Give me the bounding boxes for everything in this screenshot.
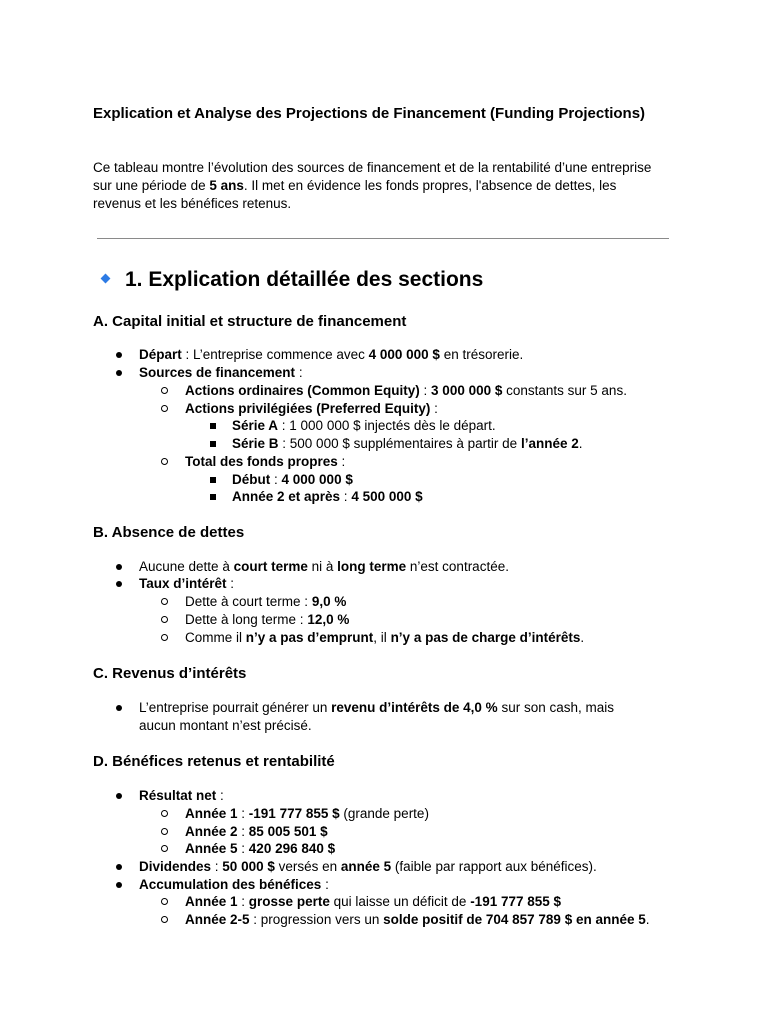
- bullet-disc-icon: [116, 699, 122, 717]
- section-d-heading: D. Bénéfices retenus et rentabilité: [93, 753, 335, 770]
- list-item-common-equity: Actions ordinaires (Common Equity) : 3 000 000 $ constants sur 5 ans.: [185, 383, 627, 398]
- list-item-annee5: Année 5 : 420 296 840 $: [185, 841, 336, 856]
- bullet-circle-icon: [161, 400, 168, 418]
- bullet-disc-icon: [116, 876, 122, 894]
- list-item-taux: Taux d’intérêt :: [139, 576, 235, 591]
- section-c-heading: C. Revenus d’intérêts: [93, 665, 247, 682]
- document-title: Explication et Analyse des Projections de Financement (Funding Projections): [93, 105, 646, 122]
- intro-paragraph: Ce tableau montre l’évolution des sources de financement et de la rentabilité d’une entreprise sur une période de 5 ans. Il met en évidence les fonds propres, l'absence de dettes, les revenus et les bénéfices retenus.: [93, 160, 652, 211]
- list-item-dividendes: Dividendes : 50 000 $ versés en année 5 (faible par rapport aux bénéfices).: [139, 859, 597, 874]
- section-b-heading: B. Absence de dettes: [93, 524, 245, 541]
- bullet-square-icon: [210, 435, 216, 453]
- list-item-revenu-line2: aucun montant n’est précisé.: [139, 718, 312, 733]
- list-item-acc-annee1: Année 1 : grosse perte qui laisse un déficit de -191 777 855 $: [185, 894, 562, 909]
- list-item-debut: Début : 4 000 000 $: [232, 472, 353, 487]
- list-item-comme: Comme il n’y a pas d’emprunt, il n’y a pas de charge d’intérêts.: [185, 630, 585, 645]
- bullet-square-icon: [210, 471, 216, 489]
- bullet-disc-icon: [116, 558, 122, 576]
- bullet-circle-icon: [161, 453, 168, 471]
- bullet-circle-icon: [161, 911, 168, 929]
- list-item-resultat: Résultat net :: [139, 788, 224, 803]
- section-heading: 1. Explication détaillée des sections: [102, 266, 483, 294]
- list-item-court-terme: Dette à court terme : 9,0 %: [185, 594, 347, 609]
- bullet-square-icon: [210, 488, 216, 506]
- list-item-serie-a: Série A : 1 000 000 $ injectés dès le départ.: [232, 418, 496, 433]
- bullet-circle-icon: [161, 893, 168, 911]
- list-item-acc-annee2-5: Année 2-5 : progression vers un solde positif de 704 857 789 $ en année 5.: [185, 912, 650, 927]
- bullet-disc-icon: [116, 787, 122, 805]
- list-item-revenu-line1: L’entreprise pourrait générer un revenu d’intérêts de 4,0 % sur son cash, mais: [139, 700, 614, 715]
- bullet-circle-icon: [161, 805, 168, 823]
- list-item-accumulation: Accumulation des bénéfices :: [139, 877, 329, 892]
- bullet-square-icon: [210, 417, 216, 435]
- list-item-preferred-equity: Actions privilégiées (Preferred Equity) :: [185, 401, 438, 416]
- bullet-circle-icon: [161, 823, 168, 841]
- section-a-heading: A. Capital initial et structure de financement: [93, 313, 407, 330]
- list-item-annee1: Année 1 : -191 777 855 $ (grande perte): [185, 806, 429, 821]
- list-item-total-fonds: Total des fonds propres :: [185, 454, 346, 469]
- bullet-disc-icon: [116, 346, 122, 364]
- bullet-disc-icon: [116, 364, 122, 382]
- list-item-annee2: Année 2 : 85 005 501 $: [185, 824, 328, 839]
- list-item-aucune-dette: Aucune dette à court terme ni à long terme n’est contractée.: [139, 559, 509, 574]
- bullet-circle-icon: [161, 611, 168, 629]
- list-item-long-terme: Dette à long terme : 12,0 %: [185, 612, 350, 627]
- list-item-sources: Sources de financement :: [139, 365, 303, 380]
- list-item-serie-b: Série B : 500 000 $ supplémentaires à partir de l’année 2.: [232, 436, 583, 451]
- bullet-circle-icon: [161, 840, 168, 858]
- bullet-circle-icon: [161, 593, 168, 611]
- bullet-circle-icon: [161, 382, 168, 400]
- blue-diamond-icon: [101, 274, 111, 284]
- bullet-disc-icon: [116, 858, 122, 876]
- bullet-disc-icon: [116, 575, 122, 593]
- list-item-depart: Départ : L’entreprise commence avec 4 000 000 $ en trésorerie.: [139, 347, 524, 362]
- horizontal-divider: [97, 238, 669, 239]
- list-item-annee2: Année 2 et après : 4 500 000 $: [232, 489, 423, 504]
- bullet-circle-icon: [161, 629, 168, 647]
